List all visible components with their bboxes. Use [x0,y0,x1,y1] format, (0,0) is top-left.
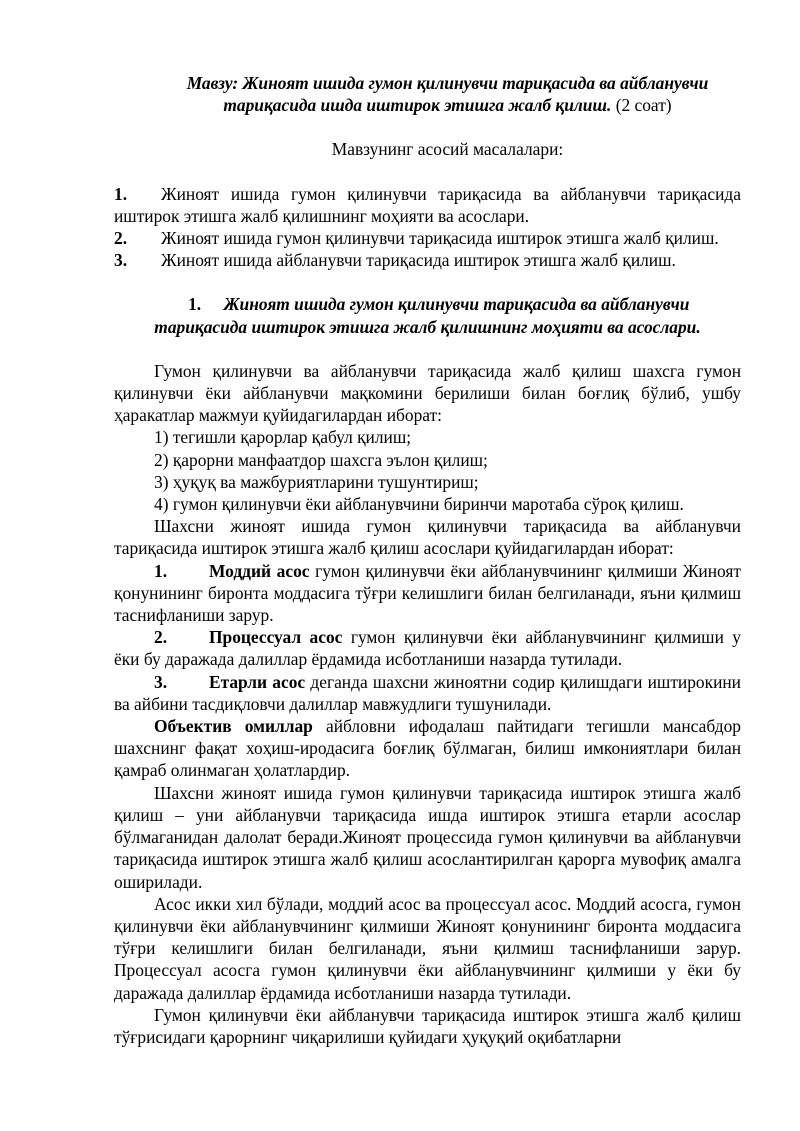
criterion-number: 2. [154,627,168,648]
question-number: 1. [114,183,128,204]
objective-text: айбловни ифодалаш пайтидаги тегишли мансабдор шахснинг фақат хоҳиш-иродасига боғлиқ бўлмаган, билиш имкониятлари билан қамраб олинмаган ҳолатлардир. [114,716,741,781]
actions-list [114,426,741,515]
question-number: 2. [114,228,128,249]
document-title [154,72,741,116]
paragraph-consequences: Гумон қилинувчи ёки айбланувчи тариқасида иштирок этишга жалб қилиш тўғрисидаги қарорнинг чиқарилиши қуйидаги ҳуқуқий оқибатларни [114,1004,741,1047]
criterion-text: гумон қилинувчи ёки айбланувчининг қилмиши Жиноят қонунининг биронта моддасига тўғри келишлиги билан белгиланади, яъни қилмиш таснифланиши зарур. [114,560,741,626]
paragraph-grounds: Шахсни жиноят ишида гумон қилинувчи тариқасида ва айбланувчи тариқасида иштирок этишга жалб қилиш асослари қуйидагилардан иборат: [114,516,741,559]
action-item: 4) гумон қилинувчи ёки айбланувчини биринчи маротаба сўроқ қилиш. [154,494,684,515]
criterion-number: 3. [154,671,168,692]
action-item: 3) ҳуқуқ ва мажбуриятларини тушунтириш; [154,471,479,492]
paragraph-basis-types: Асос икки хил бўлади, моддий асос ва процессуал асос. Моддий асосга, гумон қилинувчи ёки айбланувчининг қилмиши Жиноят қонунининг биронта моддасига тўғри келишлиги билан белгиланади, яъни қилмиш таснифланиши зарур. Процессуал асосга гумон қилинувчи ёки айбланувчининг қилмиши у ёки бу даражада далиллар ёрдамида исботланиши назарда тутилади. [114,893,741,1003]
action-item: 2) қарорни манфаатдор шахсга эълон қилиш; [154,449,488,470]
question-text: Жиноят ишида гумон қилинувчи тариқасида ва айбланувчи тариқасида иштирок этишга жалб қилишнинг моҳияти ва асослари. [114,183,741,226]
question-item [114,227,741,249]
section-heading [114,293,741,337]
question-number: 3. [114,250,128,271]
title-line-2 [154,94,741,116]
criterion-item [114,560,741,627]
criterion-item [114,671,741,715]
title-line-2-text: тариқасида ишда иштирок этишга жалб қилиш. [223,95,612,116]
subtitle: Мавзунинг асосий масалалари: [331,139,564,160]
document-page [114,72,741,1048]
title-hours: (2 соат) [615,95,672,116]
criterion-text: гумон қилинувчи ёки айбланувчининг қилмиши у ёки бу даражада далиллар ёрдамида исботланиши назарда тутилади. [114,627,741,670]
criterion-term: Процессуал асос [209,627,343,648]
section-heading-line-2: тариқасида иштирок этишга жалб қилишнинг моҳияти ва асослари. [154,316,701,337]
paragraph-intro: Гумон қилинувчи ва айбланувчи тариқасида жалб қилиш шахсга гумон қилинувчи ёки айбланувчи мақкомини берилиши билан боғлиқ бўлиб, ушбу ҳаракатлар мажмуи қуйидагилардан иборат: [114,360,741,426]
objective-term: Объектив омиллар [154,716,313,737]
criterion-number: 1. [154,560,168,581]
paragraph-suspect: Шахсни жиноят ишида гумон қилинувчи тариқасида иштирок этишга жалб қилиш – уни айбланувчи тариқасида ишда иштирок этишга етарли асослар бўлмаганидан далолат беради.Жиноят процессида гумон қилинувчи ва айбланувчи тариқасида иштирок этишга жалб қилиш асослантирилган қарорга мувофиқ амалга оширилади. [114,782,741,892]
criterion-term: Моддий асос [209,560,310,581]
question-text: Жиноят ишида гумон қилинувчи тариқасида иштирок этишга жалб қилиш. [161,228,719,249]
criterion-text: деганда шахсни жиноятни содир қилишдаги иштирокини ва айбини тасдиқловчи далиллар мавжудлиги тушунилади. [114,671,741,714]
section-heading-text-1: Жиноят ишида гумон қилинувчи тариқасида ва айбланувчи [223,294,690,315]
question-item [114,249,741,271]
criterion-term: Етарли асос [209,671,306,692]
criterion-item [114,626,741,670]
questions-list [114,183,741,272]
action-item: 1) тегишли қарорлар қабул қилиш; [154,427,412,448]
paragraph-objective [114,715,741,782]
section-number: 1. [188,294,202,315]
question-item [114,183,741,227]
question-text: Жиноят ишида айбланувчи тариқасида иштирок этишга жалб қилиш. [161,250,676,271]
section-heading-line-1 [114,293,741,315]
title-line-1: Мавзу: Жиноят ишида гумон қилинувчи тариқасида ва айбланувчи [186,73,709,93]
